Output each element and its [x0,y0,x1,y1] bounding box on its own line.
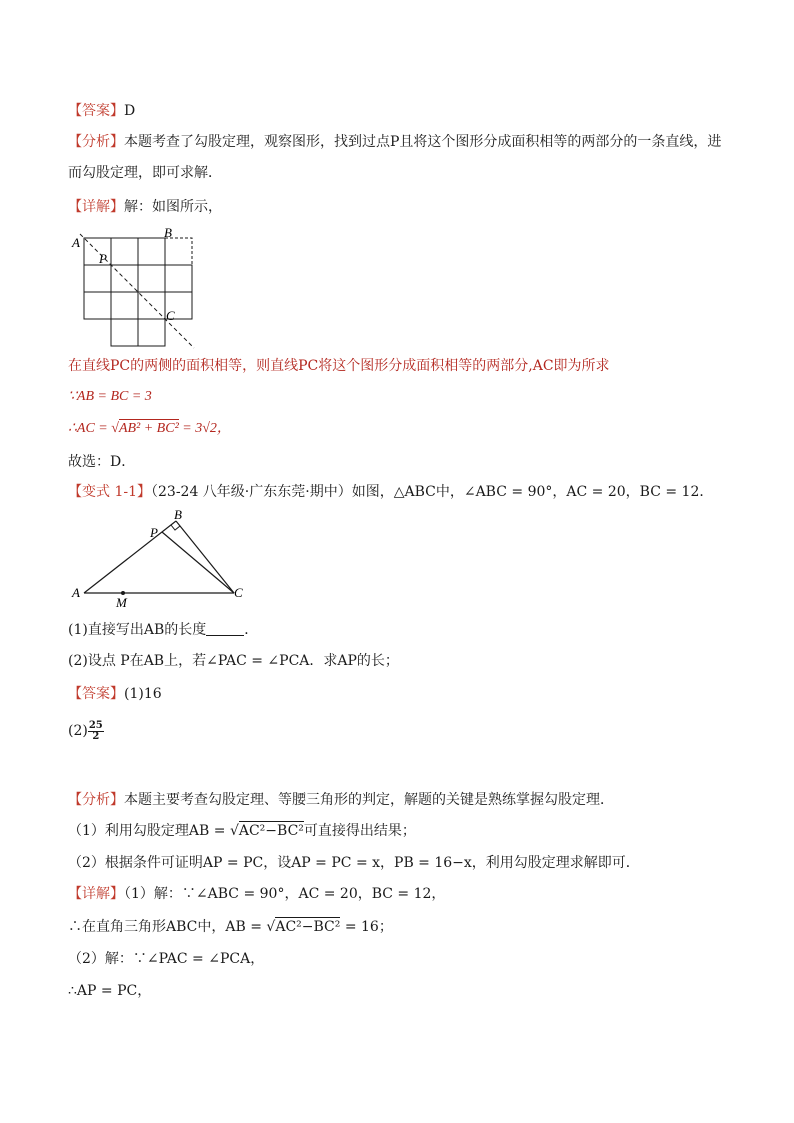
step-2 [68,419,231,439]
label-b: B [164,225,172,240]
right-angle-mark [171,525,180,530]
analysis-item-2: （2）根据条件可证明AP = PC，设AP = PC = x，PB = 16−x，利用勾股定理求解即可． [68,855,640,871]
analysis-line-1 [68,132,721,152]
grid-cell [111,319,138,346]
answer-line-1 [68,101,135,121]
side-bc [176,521,234,593]
label-b: B [174,507,182,522]
detail-text: 解：如图所示， [124,199,222,215]
variant-line [68,482,713,502]
detail-2-radicand: AC²−BC² [275,919,341,935]
analysis-line-2: 而勾股定理，即可求解． [68,165,222,181]
answer-tag: 【答案】 [68,103,124,119]
question-1 [68,620,258,640]
answer-1: (1)16 [124,686,162,702]
step-1: ∵AB = BC = 3 [68,389,152,404]
label-p: P [150,525,158,540]
analysis-line-b [68,790,614,810]
q1-text: (1)直接写出AB的长度 [68,622,207,638]
q1-end: ． [244,622,259,638]
fraction-denominator: 2 [92,730,100,742]
analysis-1-prefix: （1）利用勾股定理AB = [68,823,230,839]
sqrt-symbol: √ [229,823,239,839]
step-2-radicand: AB² + BC² [118,421,179,436]
detail-tag: 【详解】 [68,199,124,215]
detail-line-b2 [68,917,393,937]
segment-pc [162,532,234,593]
step-2-prefix: ∴AC = [68,421,112,436]
grid-cell [138,265,165,292]
analysis-tag: 【分析】 [68,134,124,150]
answer-2-fraction [88,721,104,742]
detail-1: （1）解：∵∠ABC = 90°，AC = 20，BC = 12， [124,886,446,902]
grid-cell [165,265,192,292]
grid-cell [111,292,138,319]
conclusion-line: 在直线PC的两侧的面积相等，则直线PC将这个图形分成面积相等的两部分,AC即为所求 [68,358,610,374]
detail-line-b4: ∴AP = PC， [68,983,152,999]
grid-cell [138,319,165,346]
label-c: C [234,585,243,600]
detail-tag: 【详解】 [68,886,124,902]
detail-line-1 [68,197,222,217]
sqrt-symbol: √ [111,421,119,436]
diagonal-line [80,234,194,348]
variant-tag: 【变式 1-1】 [68,484,151,500]
grid-cell [138,238,165,265]
analysis-tag: 【分析】 [68,792,124,808]
label-p: P [99,251,107,266]
label-a: A [72,235,80,250]
fraction-numerator: 25 [88,719,103,731]
sqrt-symbol: √ [266,919,276,935]
answer-blank [206,621,244,636]
answer-2 [68,719,104,743]
analysis-1-radicand: AC²−BC² [238,823,304,839]
analysis-text-1: 本题考查了勾股定理，观察图形，找到过点P且将这个图形分成面积相等的两部分的一条直线，进 [124,134,722,150]
answer-value: D [124,103,136,119]
answer-line-2 [68,684,162,704]
answer-tag: 【答案】 [68,686,124,702]
detail-2-suffix: = 16； [340,919,393,935]
label-m: M [116,595,127,610]
grid-cell [111,238,138,265]
detail-line-b1 [68,884,445,904]
variant-text: （23-24 八年级·广东东莞·期中）如图，△ABC中，∠ABC = 90°，AC = 20，BC = 12． [151,484,714,500]
label-a: A [72,585,80,600]
dashed-edge [165,238,192,265]
analysis-1-suffix: 可直接得出结果； [303,823,416,839]
detail-2-prefix: ∴在直角三角形ABC中，AB = [68,919,267,935]
grid-cell [84,265,111,292]
step-2-suffix: = 3√2， [178,421,231,436]
answer-2-prefix: (2) [68,723,88,739]
analysis-item-1 [68,821,416,841]
choose-line: 故选：D． [68,454,136,470]
triangle-figure [68,506,253,610]
detail-line-b3: （2）解：∵∠PAC = ∠PCA， [68,951,265,967]
grid-cell [84,292,111,319]
label-c: C [166,308,175,323]
question-2: (2)设点 P在AB上，若∠PAC = ∠PCA．求AP的长； [68,653,399,669]
grid-figure [68,222,198,350]
analysis-text: 本题主要考查勾股定理、等腰三角形的判定，解题的关键是熟练掌握勾股定理． [124,792,614,808]
